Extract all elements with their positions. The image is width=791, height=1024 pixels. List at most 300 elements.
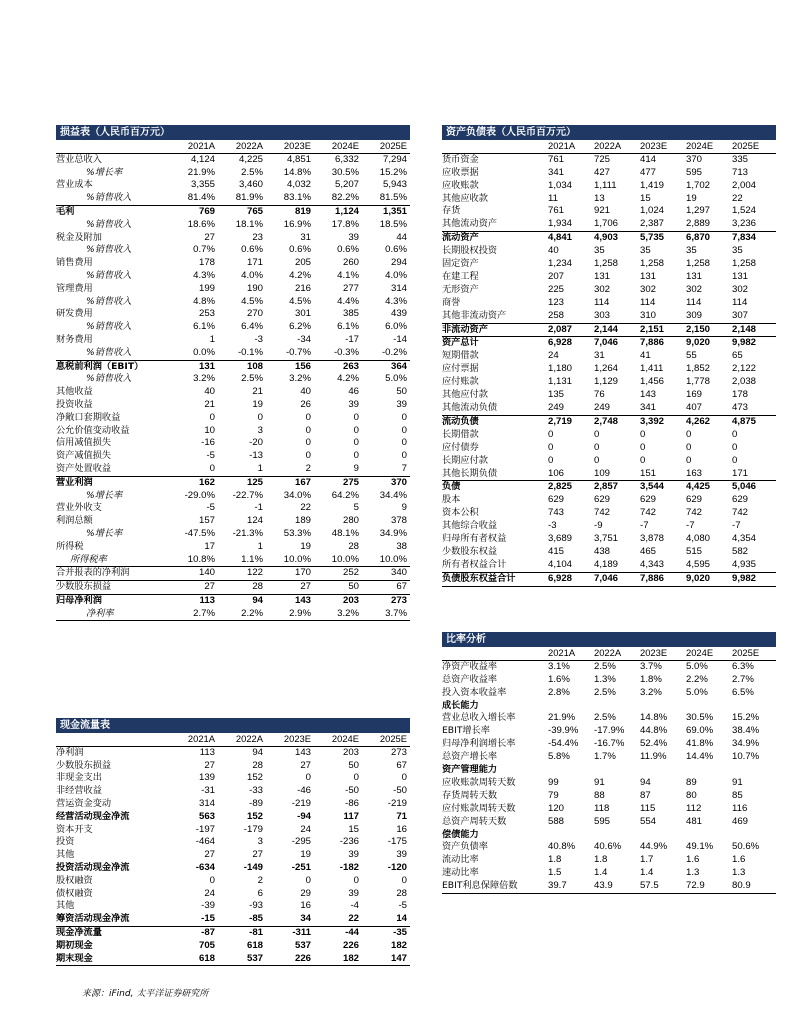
- row-value: 35: [640, 245, 651, 257]
- row-value: 1.3: [732, 867, 746, 879]
- row-value: 5.0%: [686, 660, 708, 672]
- row-value: 189: [294, 515, 311, 527]
- row-value: 203: [314, 594, 362, 607]
- row-value: 27: [266, 581, 314, 595]
- row-label: 资产总计: [442, 337, 546, 350]
- row-value: -47.5%: [184, 527, 215, 539]
- row-value: 94: [640, 776, 651, 788]
- row-value: 72.9: [684, 880, 730, 893]
- row-label: 所得税率: [70, 553, 107, 565]
- table-row: [442, 829, 776, 842]
- row-value: 87: [640, 789, 651, 801]
- row-value: 9,982: [730, 572, 776, 586]
- row-value: 123: [548, 296, 565, 308]
- row-value: 1,234: [548, 258, 573, 270]
- row-value: -464: [195, 836, 215, 848]
- row-value: 5.8%: [548, 751, 570, 763]
- row-value: 99: [548, 776, 559, 788]
- table-row: [442, 546, 776, 559]
- row-label: 归母所有者权益: [442, 533, 507, 545]
- table-row: [56, 554, 410, 567]
- row-value: 1.6%: [548, 673, 570, 685]
- column-header-year: 2023E: [266, 140, 314, 153]
- row-value: 407: [686, 402, 703, 414]
- row-value: 44.8%: [640, 725, 668, 737]
- row-value: 439: [390, 308, 407, 320]
- row-value: 9,020: [684, 337, 730, 350]
- row-value: 38.4%: [732, 725, 760, 737]
- row-value: -33: [249, 785, 263, 797]
- income-statement-table: [56, 140, 410, 621]
- table-row: [442, 738, 776, 751]
- row-value: -86: [345, 797, 359, 809]
- row-value: 618: [170, 953, 218, 966]
- row-value: 1: [257, 540, 263, 552]
- row-value: 3.1%: [548, 660, 570, 672]
- row-value: 109: [594, 467, 611, 479]
- table-row: [442, 363, 776, 376]
- table-row: [442, 712, 776, 725]
- row-value: -93: [249, 900, 263, 912]
- table-row: [56, 798, 410, 811]
- row-value: -89: [249, 797, 263, 809]
- row-value: 1,034: [548, 179, 573, 191]
- row-value: 35: [686, 245, 697, 257]
- table-row: [442, 572, 776, 586]
- row-value: 307: [732, 309, 749, 321]
- row-value: 143: [266, 594, 314, 607]
- row-value: 17.8%: [331, 218, 359, 230]
- row-value: -236: [339, 836, 359, 848]
- row-value: 4.0%: [385, 269, 407, 281]
- row-label: 债权融资: [56, 887, 93, 899]
- row-value: 6,870: [684, 232, 730, 245]
- row-value: 2,038: [732, 376, 757, 388]
- row-value: 152: [246, 772, 263, 784]
- row-label: 无形资产: [442, 283, 479, 295]
- row-value: 582: [732, 545, 749, 557]
- row-value: 64.2%: [331, 489, 359, 501]
- row-value: 14: [396, 913, 407, 925]
- row-value: 156: [266, 360, 314, 373]
- row-label: 速动比率: [442, 867, 479, 879]
- row-value: 6.4%: [241, 321, 263, 333]
- column-header-year: 2022A: [218, 733, 266, 746]
- row-label: 流动负债: [442, 415, 546, 428]
- row-value: 629: [594, 494, 611, 506]
- row-label: 货币资金: [442, 153, 479, 165]
- row-value: 1,124: [314, 205, 362, 218]
- row-value: 80.9: [730, 880, 776, 893]
- table-row: [442, 533, 776, 546]
- row-label: 长期应付款: [442, 454, 488, 466]
- row-value: 2,087: [546, 323, 592, 337]
- row-value: [638, 700, 684, 713]
- row-value: 4,343: [640, 558, 665, 570]
- row-value: 15.2%: [379, 166, 407, 178]
- row-value: -5: [206, 502, 215, 514]
- row-label: 少数股东损益: [56, 581, 170, 595]
- row-value: 117: [343, 810, 359, 822]
- row-label: 应收票据: [442, 166, 479, 178]
- row-value: 15.2%: [732, 712, 760, 724]
- row-value: 6,928: [546, 572, 592, 586]
- row-value: 629: [640, 494, 657, 506]
- row-value: -16.7%: [594, 738, 625, 750]
- row-value: 18.5%: [379, 218, 407, 230]
- row-label: 应收账款周转天数: [442, 776, 516, 788]
- table-row: [442, 764, 776, 777]
- row-value: 125: [218, 476, 266, 489]
- table-row: [56, 386, 410, 399]
- row-value: 55: [686, 350, 697, 362]
- table-row: [56, 772, 410, 785]
- row-value: 50: [314, 581, 362, 595]
- row-value: 1,524: [732, 205, 757, 217]
- row-value: 0: [594, 428, 600, 440]
- row-value: 2.5%: [241, 166, 263, 178]
- table-row: [442, 854, 776, 867]
- row-value: 618: [246, 939, 263, 951]
- row-value: 0.6%: [337, 244, 359, 256]
- row-value: 515: [686, 545, 703, 557]
- row-value: 1: [257, 462, 263, 474]
- row-value: 11: [548, 192, 558, 204]
- row-label: 净利润: [56, 746, 84, 758]
- row-value: [638, 829, 684, 842]
- row-value: 275: [314, 476, 362, 489]
- row-value: [546, 764, 592, 777]
- row-value: 1,258: [686, 258, 711, 270]
- table-row: [442, 284, 776, 297]
- row-value: 6,928: [546, 337, 592, 350]
- row-value: 314: [390, 282, 407, 294]
- row-value: -182: [339, 861, 359, 873]
- row-label: %销售收入: [86, 218, 132, 230]
- row-value: 0: [305, 874, 311, 886]
- column-header-year: 2025E: [362, 733, 410, 746]
- row-value: 10.8%: [187, 553, 215, 565]
- table-row: [442, 880, 776, 893]
- row-value: -120: [387, 861, 407, 873]
- row-value: -14: [393, 333, 407, 345]
- row-value: 725: [594, 153, 611, 165]
- row-value: 94: [218, 594, 266, 607]
- row-value: 1,258: [594, 258, 619, 270]
- row-value: 22: [348, 913, 359, 925]
- row-label: 流动资产: [442, 232, 546, 245]
- row-value: 27: [252, 849, 263, 861]
- table-row: [442, 337, 776, 350]
- row-value: 0: [548, 454, 554, 466]
- row-value: 1,934: [548, 218, 573, 230]
- row-value: -85: [249, 913, 263, 925]
- row-value: 0: [401, 424, 407, 436]
- row-value: 6.2%: [289, 321, 311, 333]
- table-row: [56, 219, 410, 232]
- table-row: [442, 841, 776, 854]
- row-value: 260: [342, 257, 359, 269]
- row-label: 净利率: [56, 608, 170, 621]
- row-value: [546, 829, 592, 842]
- row-value: 162: [170, 476, 218, 489]
- row-value: 4.2%: [337, 373, 359, 385]
- row-value: 0.6%: [241, 244, 263, 256]
- row-label: 应付账款: [442, 376, 479, 388]
- row-value: 114: [640, 296, 656, 308]
- row-value: 39: [396, 849, 407, 861]
- row-value: -46: [297, 785, 311, 797]
- row-value: 3,544: [638, 481, 684, 494]
- table-row: [56, 412, 410, 425]
- row-label: 在建工程: [442, 270, 479, 282]
- row-value: 7,834: [730, 232, 776, 245]
- table-row: [56, 541, 410, 554]
- row-value: 595: [686, 166, 703, 178]
- column-header-year: 2024E: [314, 140, 362, 153]
- table-row: [56, 463, 410, 476]
- row-value: 1,264: [594, 363, 619, 375]
- row-value: 147: [362, 953, 410, 966]
- table-row: [56, 824, 410, 837]
- row-value: [684, 700, 730, 713]
- row-value: 3,236: [732, 218, 757, 230]
- row-value: -634: [195, 861, 215, 873]
- row-value: 40: [204, 386, 215, 398]
- row-value: 1.1%: [241, 553, 263, 565]
- column-header-year: 2025E: [730, 140, 776, 153]
- table-row: [442, 507, 776, 520]
- row-value: -17: [345, 333, 359, 345]
- row-label: 少数股东损益: [56, 759, 112, 771]
- row-value: 27: [204, 849, 215, 861]
- row-label: 股本: [442, 494, 461, 506]
- row-value: 46: [348, 386, 359, 398]
- row-value: 5.0%: [686, 686, 708, 698]
- row-value: 27: [300, 759, 311, 771]
- row-value: 225: [548, 283, 565, 295]
- row-label: 其他收益: [56, 386, 93, 398]
- row-value: 0: [401, 874, 407, 886]
- row-value: 79: [548, 789, 559, 801]
- row-value: 40.8%: [548, 841, 576, 853]
- row-value: 167: [266, 476, 314, 489]
- row-value: 1.6: [732, 854, 746, 866]
- row-value: -7: [640, 520, 649, 532]
- row-value: [684, 764, 730, 777]
- row-value: 761: [548, 205, 565, 217]
- row-value: 28: [348, 540, 359, 552]
- row-value: 205: [294, 257, 311, 269]
- row-value: 4,903: [592, 232, 638, 245]
- row-value: 705: [198, 939, 215, 951]
- row-value: -175: [387, 836, 407, 848]
- row-value: 4.1%: [337, 269, 359, 281]
- row-value: 263: [314, 360, 362, 373]
- column-header-year: 2022A: [592, 647, 638, 660]
- row-value: 169: [686, 389, 703, 401]
- row-value: 742: [686, 507, 703, 519]
- source-note: 来源：iFind, 太平洋证券研究所: [82, 989, 209, 999]
- row-value: 1.5: [548, 867, 562, 879]
- row-value: 15: [348, 823, 359, 835]
- row-value: 6.5%: [732, 686, 754, 698]
- row-value: 0: [353, 411, 359, 423]
- row-label: 营业外收支: [56, 502, 102, 514]
- row-value: 769: [170, 205, 218, 218]
- row-value: 178: [732, 389, 749, 401]
- row-label: 其他: [56, 849, 75, 861]
- row-value: 199: [198, 282, 215, 294]
- row-value: 114: [594, 296, 610, 308]
- row-value: 29: [300, 887, 311, 899]
- row-value: 1,024: [640, 205, 665, 217]
- row-value: 0: [732, 454, 738, 466]
- row-value: 9: [401, 502, 407, 514]
- row-value: 0: [401, 450, 407, 462]
- table-row: [56, 232, 410, 245]
- row-value: 7: [401, 462, 407, 474]
- row-value: 182: [314, 953, 362, 966]
- row-label: 所得税: [56, 540, 84, 552]
- column-header-row: [442, 647, 776, 660]
- table-row: [442, 297, 776, 310]
- row-value: -7: [686, 520, 695, 532]
- row-value: 113: [199, 746, 215, 758]
- table-row: [442, 415, 776, 428]
- row-value: -50: [393, 785, 407, 797]
- row-value: 6.0%: [385, 321, 407, 333]
- row-value: 15: [640, 192, 651, 204]
- row-label: 其他非流动资产: [442, 309, 507, 321]
- table-row: [56, 205, 410, 218]
- row-value: 203: [342, 746, 359, 758]
- row-value: 6,332: [334, 153, 359, 165]
- row-value: 0.7%: [193, 244, 215, 256]
- row-value: 143: [640, 389, 657, 401]
- row-value: 1.7%: [594, 751, 616, 763]
- row-label: 信用减值损失: [56, 437, 112, 449]
- table-row: [442, 180, 776, 193]
- row-value: 1: [209, 333, 215, 345]
- row-value: 4.4%: [337, 295, 359, 307]
- row-value: 14.8%: [283, 166, 311, 178]
- row-value: 81.9%: [235, 192, 263, 204]
- row-value: 30.5%: [331, 166, 359, 178]
- row-value: 1,706: [594, 218, 619, 230]
- row-value: 39: [348, 849, 359, 861]
- row-value: 0: [686, 441, 692, 453]
- row-value: 24: [204, 887, 215, 899]
- column-header-blank: [56, 140, 170, 153]
- row-value: 19: [300, 849, 311, 861]
- income-statement-panel: [56, 125, 410, 621]
- row-value: 1,131: [548, 376, 573, 388]
- row-value: -295: [291, 836, 311, 848]
- row-value: 1,297: [686, 205, 711, 217]
- row-value: 131: [686, 270, 703, 282]
- table-row: [442, 167, 776, 180]
- row-value: 113: [170, 594, 218, 607]
- row-value: 303: [594, 309, 611, 321]
- row-value: 1,258: [732, 258, 757, 270]
- row-value: 4,935: [732, 558, 757, 570]
- row-value: 0: [305, 411, 311, 423]
- row-value: 39: [348, 231, 359, 243]
- table-row: [56, 192, 410, 205]
- row-value: 340: [362, 567, 410, 581]
- row-value: 1.7: [640, 854, 654, 866]
- row-value: 170: [266, 567, 314, 581]
- row-value: -22.7%: [232, 489, 263, 501]
- row-value: 2,825: [546, 481, 592, 494]
- row-value: 69.0%: [686, 725, 714, 737]
- row-value: 2,004: [732, 179, 757, 191]
- row-label: %销售收入: [86, 244, 132, 256]
- row-label: 总资产收益率: [442, 673, 498, 685]
- row-value: -7: [732, 520, 741, 532]
- row-label: 经营活动现金净流: [56, 810, 130, 822]
- column-header-year: 2024E: [684, 140, 730, 153]
- column-header-blank: [56, 733, 170, 746]
- row-value: -197: [195, 823, 215, 835]
- row-label: 资产负债率: [442, 841, 488, 853]
- table-row: [442, 245, 776, 258]
- table-row: [56, 811, 410, 824]
- row-value: 16: [300, 900, 311, 912]
- row-value: 4.0%: [241, 269, 263, 281]
- row-value: 81.4%: [187, 192, 215, 204]
- table-row: [56, 490, 410, 503]
- row-label: 短期借款: [442, 350, 479, 362]
- table-row: [56, 953, 410, 966]
- row-value: 742: [594, 507, 611, 519]
- table-row: [56, 926, 410, 939]
- row-label: %增长率: [86, 166, 123, 178]
- row-value: 91: [594, 776, 605, 788]
- row-value: 2.8%: [548, 686, 570, 698]
- table-row: [56, 450, 410, 463]
- row-label: 税金及附加: [56, 231, 102, 243]
- row-label: %销售收入: [86, 295, 132, 307]
- row-value: 7,886: [638, 572, 684, 586]
- row-value: 31: [300, 231, 311, 243]
- row-value: 2,748: [592, 415, 638, 428]
- column-header-year: 2021A: [170, 140, 218, 153]
- row-value: 378: [390, 515, 407, 527]
- ratio-analysis-table: [442, 647, 776, 894]
- row-value: 116: [732, 802, 748, 814]
- row-value: 27: [170, 581, 218, 595]
- row-label: 流动比率: [442, 854, 479, 866]
- table-row: [56, 244, 410, 257]
- row-value: 473: [732, 402, 749, 414]
- table-row: [56, 283, 410, 296]
- row-value: 19: [686, 192, 697, 204]
- table-row: [442, 323, 776, 337]
- row-value: 469: [732, 815, 749, 827]
- row-value: 273: [390, 746, 407, 758]
- table-row: [56, 296, 410, 309]
- row-value: 819: [266, 205, 314, 218]
- row-value: 50: [348, 759, 359, 771]
- row-value: 6.1%: [337, 321, 359, 333]
- row-value: 4,032: [286, 179, 311, 191]
- row-label: %销售收入: [86, 373, 132, 385]
- row-value: 28: [396, 887, 407, 899]
- row-value: 2,857: [592, 481, 638, 494]
- row-value: 34.4%: [379, 489, 407, 501]
